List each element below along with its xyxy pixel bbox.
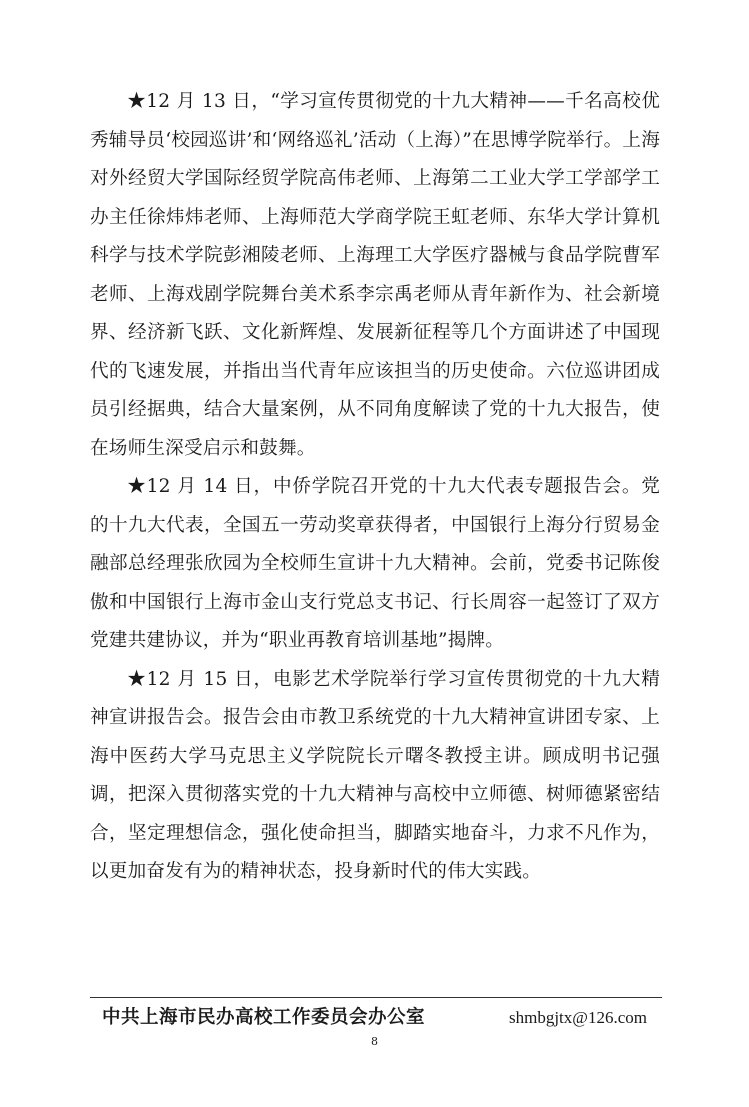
- footer-organization: 中共上海市民办高校工作委员会办公室: [102, 1007, 426, 1028]
- page-number: 8: [371, 1035, 378, 1048]
- footer-divider: [90, 997, 662, 998]
- news-item-dec-15: [90, 661, 660, 892]
- star-bullet-icon: ★: [127, 476, 147, 497]
- star-bullet-icon: ★: [127, 668, 147, 690]
- news-item-dec-14: [90, 468, 660, 661]
- footer-email: shmbgjtx@126.com: [509, 1008, 647, 1027]
- document-body: [90, 83, 660, 892]
- news-item-dec-13: [90, 83, 660, 468]
- news-item-text: 12 月 15 日，电影艺术学院举行学习宣传贯彻党的十九大精神宣讲报告会。报告会由市教卫系统党的十九大精神宣讲团专家、上海中医药大学马克思主义学院院长亓曙冬教授主讲。顾成明书记强调，把深入贯彻落实党的十九大精神与高校中立师德、树师德紧密结合，坚定理想信念，强化使命担当，脚踏实地奋斗，力求不凡作为，以更加奋发有为的精神状态，投身新时代的伟大实践。: [90, 668, 660, 882]
- star-bullet-icon: ★: [127, 91, 147, 112]
- news-item-text: 12 月 14 日，中侨学院召开党的十九大代表专题报告会。党的十九大代表，全国五一劳动奖章获得者，中国银行上海分行贸易金融部总经理张欣园为全校师生宣讲十九大精神。会前，党委书记陈俊傲和中国银行上海市金山支行党总支书记、行长周容一起签订了双方党建共建协议，并为“职业再教育培训基地”揭牌。: [90, 476, 660, 651]
- news-item-text: 12 月 13 日，“学习宣传贯彻党的十九大精神——千名高校优秀辅导员‘校园巡讲’和‘网络巡礼’活动（上海）”在思博学院举行。上海对外经贸大学国际经贸学院高伟老师、上海第二工业大学工学部学工办主任徐炜炜老师、上海师范大学商学院王虹老师、东华大学计算机科学与技术学院彭湘陵老师、上海理工大学医疗器械与食品学院曹军老师、上海戏剧学院舞台美术系李宗禹老师从青年新作为、社会新境界、经济新飞跃、文化新辉煌、发展新征程等几个方面讲述了中国现代的飞速发展，并指出当代青年应该担当的历史使命。六位巡讲团成员引经据典，结合大量案例，从不同角度解读了党的十九大报告，使在场师生深受启示和鼓舞。: [90, 91, 660, 459]
